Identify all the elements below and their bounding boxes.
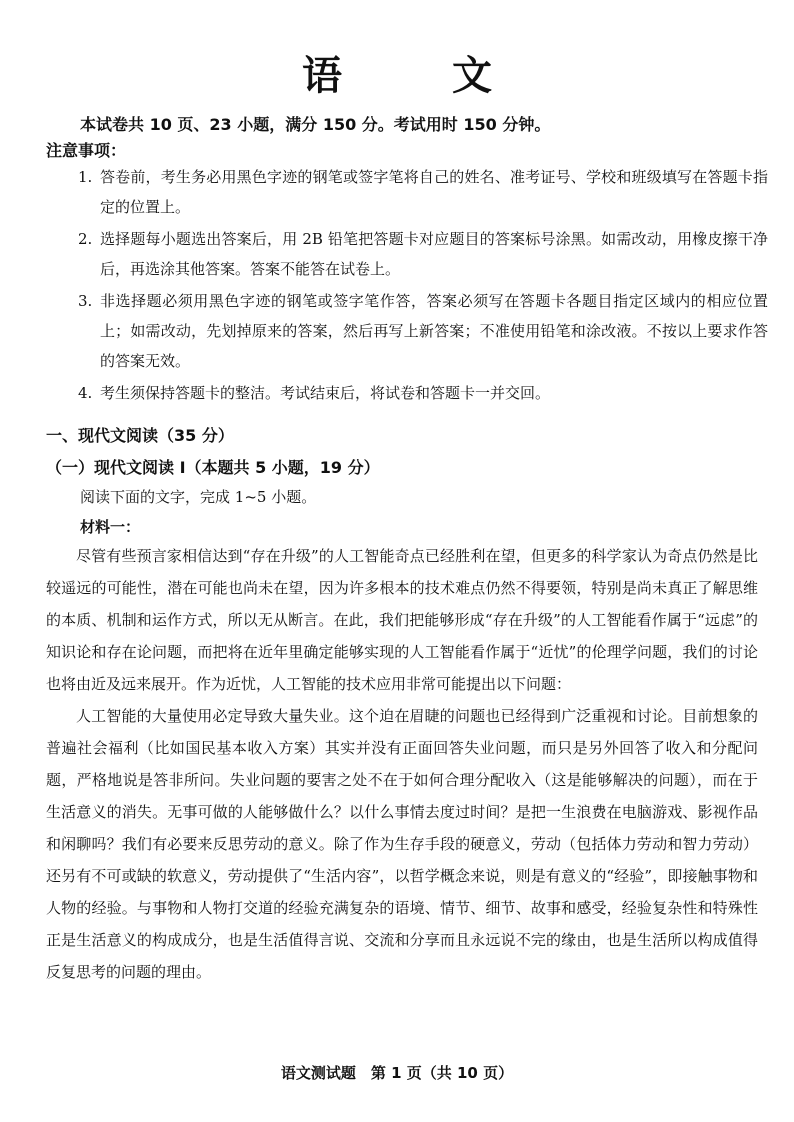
passage-paragraph: 人工智能的大量使用必定导致大量失业。这个迫在眉睫的问题也已经得到广泛重视和讨论。目前想象的普遍社会福利（比如国民基本收入方案）其实并没有正面回答失业问题，而只是另外回答了收入和分配问题，严格地说是答非所问。失业问题的要害之处不在于如何合理分配收入（这是能够解决的问题），而在于生活意义的消失。无事可做的人能够做什么？以什么事情去度过时间？是把一生浪费在电脑游戏、影视作品和闲聊吗？我们有必要来反思劳动的意义。除了作为生存手段的硬意义，劳动（包括体力劳动和智力劳动）还另有不可或缺的软意义，劳动提供了“生活内容”，以哲学概念来说，则是有意义的“经验”，即接触事物和人物的经验。与事物和人物打交道的经验充满复杂的语境、情节、细节、故事和感受，经验复杂性和特殊性正是生活意义的构成成分，也是生活值得言说、交流和分享而且永远说不完的缘由，也是生活所以构成值得反复思考的问题的理由。 xyxy=(46,707,758,981)
rule-number: 3. xyxy=(78,292,93,310)
notice-heading: 注意事项： xyxy=(46,141,127,160)
rule-text: 选择题每小题选出答案后，用 2B 铅笔把答题卡对应题目的答案标号涂黑。如需改动，用橡皮擦干净后，再选涂其他答案。答案不能答在试卷上。 xyxy=(100,230,768,278)
page-footer: 语文测试题 第 1 页（共 10 页） xyxy=(280,1064,514,1082)
rule-item xyxy=(78,378,768,408)
reading-passage xyxy=(46,540,758,988)
passage-paragraph: 尽管有些预言家相信达到“存在升级”的人工智能奇点已经胜利在望，但更多的科学家认为奇点仍然是比较遥远的可能性，潜在可能也尚未在望，因为许多根本的技术难点仍然不得要领，特别是尚未真正了解思维的本质、机制和运作方式，所以无从断言。在此，我们把能够形成“存在升级”的人工智能看作属于“远虑”的知识论和存在论问题，而把将在近年里确定能够实现的人工智能看作属于“近忧”的伦理学问题，我们的讨论也将由近及远来展开。作为近忧，人工智能的技术应用非常可能提出以下问题： xyxy=(46,547,758,693)
rule-item xyxy=(78,224,768,284)
rule-number: 4. xyxy=(78,384,93,402)
rule-item xyxy=(78,162,768,222)
rule-item xyxy=(78,286,768,376)
rule-number: 2. xyxy=(78,230,93,248)
reading-instruction: 阅读下面的文字，完成 1~5 小题。 xyxy=(80,488,317,506)
rule-number: 1. xyxy=(78,168,93,186)
rule-text: 非选择题必须用黑色字迹的钢笔或签字笔作答，答案必须写在答题卡各题目指定区域内的相应位置上；如需改动，先划掉原来的答案，然后再写上新答案；不准使用铅笔和涂改液。不按以上要求作答的答案无效。 xyxy=(100,292,768,370)
page-title: 语 文 xyxy=(302,53,540,99)
section-heading: 一、现代文阅读（35 分） xyxy=(46,426,234,445)
exam-intro: 本试卷共 10 页、23 小题，满分 150 分。考试用时 150 分钟。 xyxy=(80,115,551,134)
subsection-heading: （一）现代文阅读 I（本题共 5 小题，19 分） xyxy=(46,458,380,477)
rule-text: 考生须保持答题卡的整洁。考试结束后，将试卷和答题卡一并交回。 xyxy=(100,384,551,402)
material-label: 材料一： xyxy=(80,518,141,536)
rule-text: 答卷前，考生务必用黑色字迹的钢笔或签字笔将自己的姓名、准考证号、学校和班级填写在答题卡指定的位置上。 xyxy=(100,168,768,216)
notice-rules xyxy=(78,162,768,410)
